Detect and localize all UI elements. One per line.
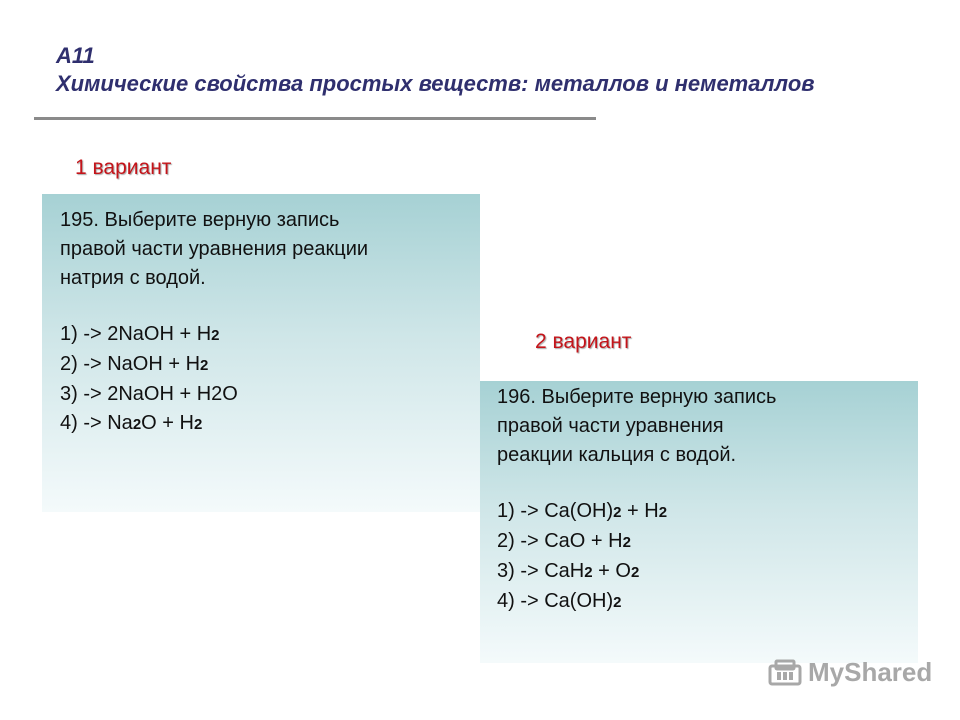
answer-option-1: 1) -> Ca(OH)2 + H2 [497,500,668,522]
answer-option-1: 1) -> 2NaOH + H2 [60,323,220,345]
answer-option-4: 4) -> Na2O + H2 [60,412,203,434]
answer-option-2: 2) -> NaOH + H2 [60,353,209,375]
slide-title [56,42,815,98]
myshared-logo-icon [768,658,802,688]
title-text: Химические свойства простых веществ: металлов и неметаллов [56,71,815,96]
question-box-195 [42,194,480,512]
question-line: правой части уравнения [497,415,724,437]
question-line: реакции кальция с водой. [497,444,737,466]
variant-1-label: 1 вариант [75,156,172,179]
question-line: 196. Выберите верную запись [497,386,777,408]
answer-option-2: 2) -> CaO + H2 [497,530,631,552]
answer-option-4: 4) -> Ca(OH)2 [497,590,622,612]
question-line: натрия с водой. [60,267,206,289]
title-code: A11 [56,43,95,68]
answer-option-3: 3) -> 2NaOH + H2O [60,383,238,405]
question-line: 195. Выберите верную запись [60,209,340,231]
question-box-196 [480,381,918,663]
title-divider [34,117,596,120]
answer-option-3: 3) -> CaH2 + O2 [497,560,640,582]
question-line: правой части уравнения реакции [60,238,369,260]
variant-2-label: 2 вариант [535,330,632,353]
watermark-text: MyShared [808,657,933,687]
myshared-watermark [768,657,932,688]
